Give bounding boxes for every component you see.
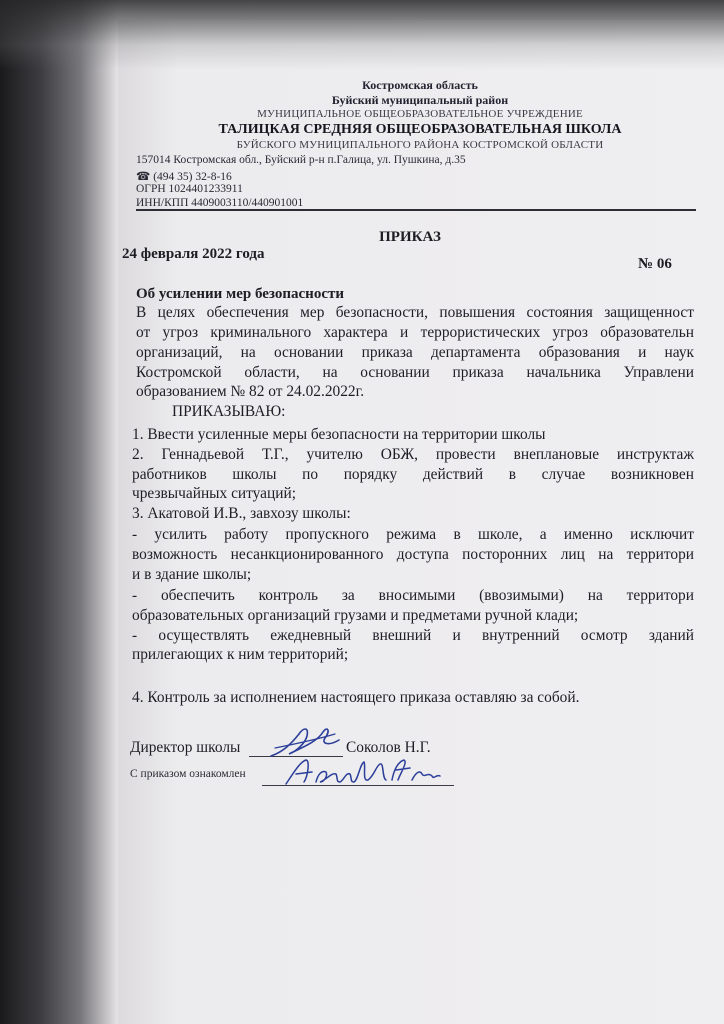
preamble-line-1: В целях обеспечения мер безопасности, повышения состояния защищенност (136, 304, 694, 321)
preamble-line-4: Костромской области, на основании приказа начальника Управлени (136, 364, 694, 381)
item-line-6: - усилить работу пропускного режима в школе, а именно исключит (132, 526, 694, 543)
header-region: Костромская область (362, 78, 478, 92)
director-name: Соколов Н.Г. (346, 739, 431, 756)
header-inn: ИНН/КПП 4409003110/440901001 (136, 197, 304, 209)
item-line-11: - осуществлять ежедневный внешний и внутренний осмотр зданий (132, 627, 694, 644)
item-line-4: чрезвычайных ситуаций; (132, 485, 296, 502)
item-line-5: 3. Акатовой И.В., завхозу школы: (132, 505, 351, 522)
prikazyvayu: ПРИКАЗЫВАЮ: (172, 403, 286, 420)
header-address: 157014 Костромская обл., Буйский р-н п.Галица, ул. Пушкина, д.35 (136, 154, 466, 166)
header-school-district: БУЙСКОГО МУНИЦИПАЛЬНОГО РАЙОНА КОСТРОМСКОЙ ОБЛАСТИ (236, 139, 604, 151)
item-line-7: возможность несанкционированного доступа посторонних лиц на территори (132, 546, 694, 563)
header-district: Буйский муниципальный район (331, 93, 509, 107)
header-school-name: ТАЛИЦКАЯ СРЕДНЯЯ ОБЩЕОБРАЗОВАТЕЛЬНАЯ ШКОЛА (218, 122, 622, 137)
order-subject: Об усилении мер безопасности (136, 286, 344, 302)
order-number: № 06 (638, 256, 672, 272)
scan-dark-edge (0, 0, 118, 1024)
header-institution-type: МУНИЦИПАЛЬНОЕ ОБЩЕОБРАЗОВАТЕЛЬНОЕ УЧРЕЖДЕНИЕ (257, 108, 583, 120)
header-ogrn: ОГРН 1024401233911 (136, 183, 243, 195)
order-title: ПРИКАЗ (379, 229, 441, 245)
acquainted-signature (282, 752, 442, 792)
header-divider (136, 209, 696, 211)
order-date: 24 февраля 2022 года (122, 246, 265, 262)
control-line: 4. Контроль за исполнением настоящего приказа оставляю за собой. (132, 689, 580, 706)
preamble-line-5: образованием № 82 от 24.02.2022г. (136, 383, 365, 400)
item-line-12: прилегающих к ним территорий; (132, 646, 349, 663)
preamble-line-2: от угроз криминального характера и террористических угроз образовательн (136, 324, 694, 341)
item-line-8: и в здание школы; (132, 566, 252, 583)
header-phone: ☎ (494 35) 32-8-16 (136, 171, 232, 183)
scan-top-shadow (0, 0, 724, 70)
director-label: Директор школы (130, 739, 241, 756)
preamble-line-3: организаций, на основании приказа департамента образования и наук (136, 344, 694, 361)
item-line-9: - обеспечить контроль за вносимыми (ввозимыми) на территори (132, 587, 694, 604)
item-line-10: образовательных организаций грузами и предметами ручной клади; (132, 607, 579, 624)
acquainted-label: С приказом ознакомлен (130, 768, 246, 780)
item-line-3: работников школы по порядку действий в случае возникновен (132, 466, 694, 483)
item-line-1: 1. Ввести усиленные меры безопасности на территории школы (132, 426, 546, 443)
item-line-2: 2. Геннадьевой Т.Г., учителю ОБЖ, провести внеплановые инструктаж (132, 446, 694, 463)
